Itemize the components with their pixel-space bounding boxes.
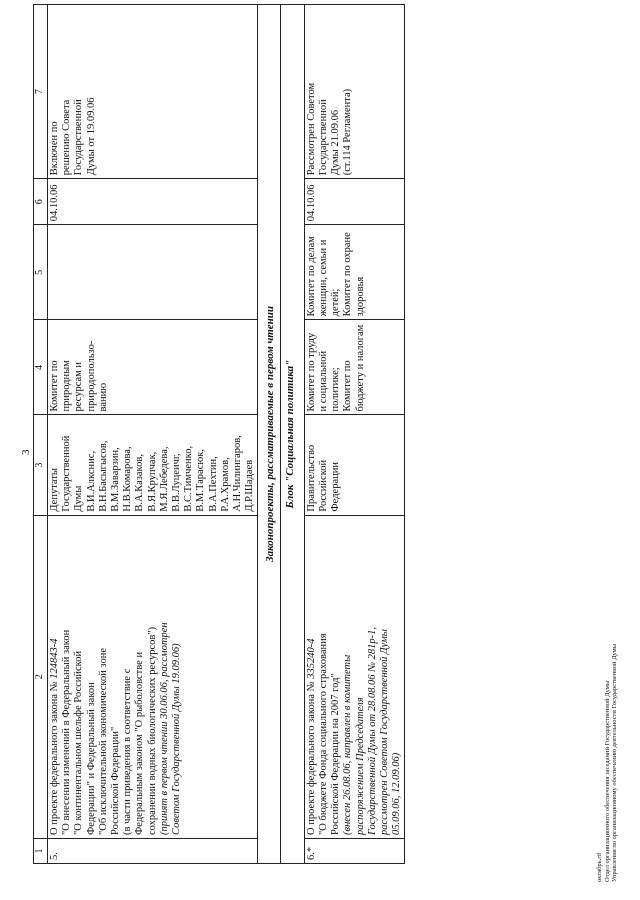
table-row <box>304 5 405 864</box>
consideration-date: 04.10.06 <box>304 179 405 225</box>
table-row <box>48 5 258 864</box>
initiators: Депутаты Государственной Думы В.И.Алкснис, В.Н.Басыгысов, В.М.Заварзин, Н.В.Комарова, В.А.Казаков, В.Я.Крупчак, М.Я.Лебедева, В.В.Луцеичг, В.С.Тимченко, В.М.Тарасюк, В.А.Пехтин, Р.А.Храмов, А.Н.Чилингаров, Д.Р.Шадаев <box>48 415 258 515</box>
column-header: 2 <box>34 515 48 838</box>
bill-number: 335240-4 <box>305 638 317 679</box>
co-executors <box>48 225 258 320</box>
remark: Рассмотрен Советом Государственной Думы 21.09.06 (ст.114 Регламента) <box>304 5 405 179</box>
bill-note: Советом Государственной Думы 19.09.06) <box>171 643 183 835</box>
remark: Включен по решению Совета Государственной Думы от 19.09.06 <box>48 5 258 179</box>
footer-filename: октябрь.rtf <box>596 852 603 882</box>
bill-number: 124843-4 <box>49 638 60 679</box>
row-number: 6.* <box>304 838 405 863</box>
bill-note: распоряжением Председателя <box>354 697 366 835</box>
footer <box>596 644 619 882</box>
column-header: 6 <box>34 179 48 225</box>
section-title: Законопроекты, рассматриваемые в первом чтении <box>258 5 280 864</box>
footer-department: Отдел организационного обеспечения заседаний Государственной Думы <box>603 680 611 882</box>
column-number-row <box>34 5 48 864</box>
column-header: 5 <box>34 225 48 320</box>
initiators: Правительство Российской Федерации <box>304 415 405 515</box>
bill-note: Государственной Думы от 28.08.06 № 281р-1, <box>366 627 378 835</box>
bill-title: О проекте федерального закона № 335240-4 "О бюджете Фонда социального страхования Российской Федерации на 2007 год" (внесен 26.08.06, направлен в комитеты распоряжением Председателя Государственной Думы от 28.08.06 № 281р-1, рассмотрен Советом Государственной Думы 05.09.06, 12.09.06) <box>304 515 405 838</box>
responsible-committee: Комитет по труду и социальной политике; Комитет по бюджету и налогам <box>304 320 405 415</box>
column-header: 7 <box>34 5 48 179</box>
agenda-table <box>33 4 405 864</box>
co-executors: Комитет по делам женщин, семьи и детей; Комитет по охране здоровья <box>304 225 405 320</box>
bill-note: (внесен 26.08.06, направлен в комитеты <box>342 654 354 835</box>
bill-note: рассмотрен Советом Государственной Думы <box>379 629 391 835</box>
row-number: 5. <box>48 838 258 863</box>
bill-title: О проекте федерального закона № 124843-4 "О внесении изменений в Федеральный закон "О континентальном шельфе Российской Федерации" и Федеральный закон "Об исключительной экономической зоне Российской Федерации" (в части приведения в соответствие с Федеральным законом "О рыболовстве и сохранении водных биологических ресурсов") (принят в первом чтении 30.06.06, рассмотрен Советом Государственной Думы 19.09.06) <box>48 515 258 838</box>
block-title: Блок "Социальная политика" <box>280 5 304 864</box>
column-header: 3 <box>34 415 48 515</box>
column-header: 4 <box>34 320 48 415</box>
responsible-committee: Комитет по природным ресурсам и природопользо- ванию <box>48 320 258 415</box>
bill-note: (принят в первом чтении 30.06.06, рассмотрен <box>158 622 170 835</box>
consideration-date: 04.10.06 <box>48 179 258 225</box>
footer-directorate: Управления по организационному обеспечению деятельности Государственной Думы <box>611 643 618 882</box>
section-row <box>258 5 280 864</box>
column-header: 1 <box>34 838 48 863</box>
block-row <box>280 5 304 864</box>
page-number: 3 <box>20 449 32 455</box>
bill-note: 05.09.06, 12.09.06) <box>391 752 403 835</box>
